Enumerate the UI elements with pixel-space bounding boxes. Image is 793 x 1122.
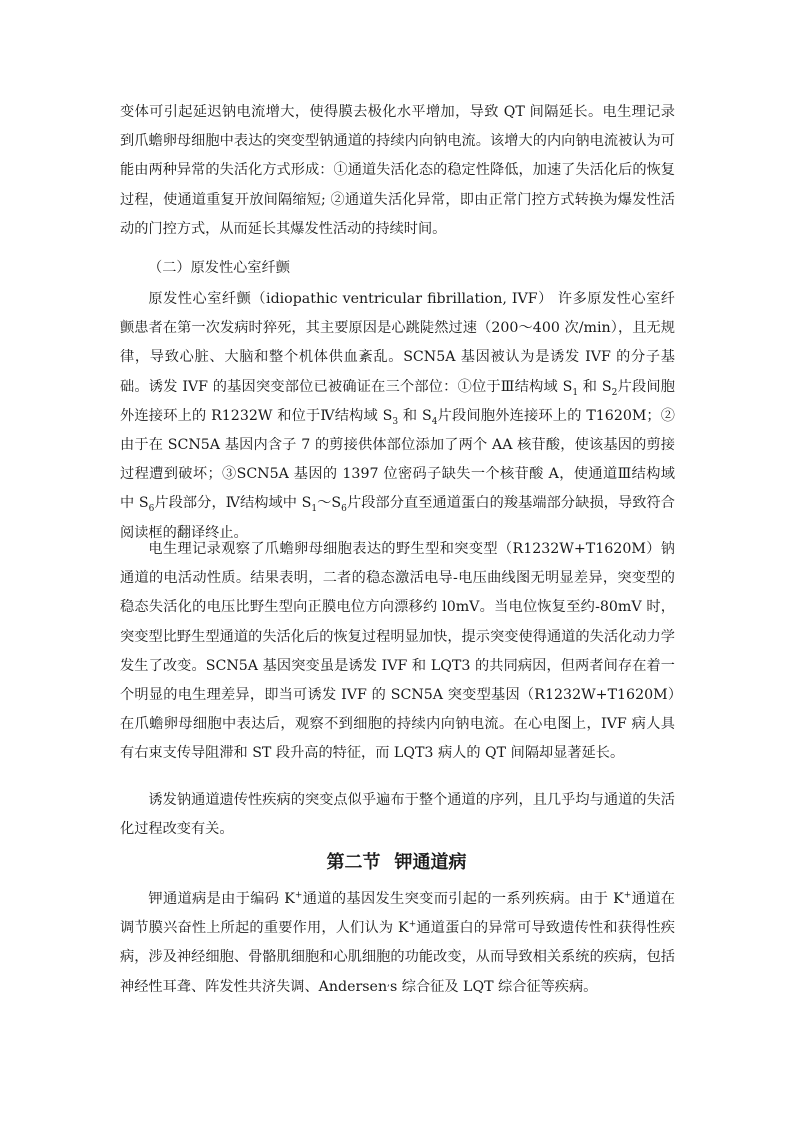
- paragraph-text: 诱发钠通道遗传性疾病的突变点似乎遍布于整个通道的序列，且几乎均与通道的失活化过程改变有关。: [120, 792, 675, 838]
- subsection-heading-ivf: （二）原发性心室纤颤: [148, 260, 290, 276]
- section-title: [0, 848, 793, 878]
- section-name: 钾通道病: [394, 852, 467, 873]
- paragraph-text: 原发性心室纤颤（idiopathic ventricular fibrillation, IVF） 许多原发性心室纤颤患者在第一次发病时猝死，其主要原因是心跳陡然过速（200～400 次/min），且无规律，导致心脏、大脑和整个机体供血紊乱。SCN5A 基因被认为是诱发 IVF 的分子基础。诱发 IVF 的基因突变部位已被确证在三个部位：①位于Ⅲ结构域 $S_1$ 和 $S_2$片段间胞外连接环上的 R1232W 和位于Ⅳ结构域 $S_3$ 和 $S_4$片段间胞外连接环上的 T1620M；②由于在 SCN5A 基因内含子 7 的剪接供体部位添加了两个 AA 核苷酸，使该基因的剪接过程遭到破坏；③SCN5A 基因的 1397 位密码子缺失一个核苷酸 A，使通道Ⅲ结构域中 $S_6$片段部分，Ⅳ结构域中 $S_1\sim S_6$片段部分直至通道蛋白的羧基端部分缺损，导致符合阅读框的翻译终止。: [120, 291, 675, 541]
- paragraph-lqt3-mechanism: [120, 98, 675, 244]
- paragraph-mutation-summary: [120, 786, 675, 844]
- section-number: 第二节: [326, 852, 381, 873]
- paragraph-text: 电生理记录观察了爪蟾卵母细胞表达的野生型和突变型（R1232W+T1620M）钠通道的电活动性质。结果表明，二者的稳态激活电导-电压曲线图无明显差异，突变型的稳态失活化的电压比野生型向正膜电位方向漂移约 l0mV。当电位恢复至约-80mV 时，突变型比野生型通道的失活化后的恢复过程明显加快，提示突变使得通道的失活化动力学发生了改变。SCN5A 基因突变虽是诱发 IVF 和 LQT3 的共同病因，但两者间存在着一个明显的电生理差异，即当可诱发 IVF 的 SCN5A 突变型基因（R1232W+T1620M）在爪蟾卵母细胞中表达后，观察不到细胞的持续内向钠电流。在心电图上，IVF 病人具有右束支传导阻滞和 ST 段升高的特征，而 LQT3 病人的 QT 间隔却显著延长。: [120, 541, 675, 762]
- paragraph-text: 钾通道病是由于编码 K+通道的基因发生突变而引起的一系列疾病。由于 K+通道在调节膜兴奋性上所起的重要作用，人们认为 K+通道蛋白的异常可导致遗传性和获得性疾病，涉及神经细胞、骨骼肌细胞和心肌细胞的功能改变，从而导致相关系统的疾病，包括神经性耳聋、阵发性共济失调、Andersen,s 综合征及 LQT 综合征等疾病。: [120, 890, 675, 995]
- paragraph-text: 变体可引起延迟钠电流增大，使得膜去极化水平增加，导致 QT 间隔延长。电生理记录到爪蟾卵母细胞中表达的突变型钠通道的持续内向钠电流。该增大的内向钠电流被认为可能由两种异常的失活化方式形成：①通道失活化态的稳定性降低，加速了失活化后的恢复过程，使通道重复开放间隔缩短; ②通道失活化异常，即由正常门控方式转换为爆发性活动的门控方式，从而延长其爆发性活动的持续时间。: [120, 104, 675, 237]
- paragraph-ivf-intro: [120, 285, 675, 548]
- paragraph-potassium-channel: [120, 885, 675, 1002]
- paragraph-electrophysiology: [120, 535, 675, 769]
